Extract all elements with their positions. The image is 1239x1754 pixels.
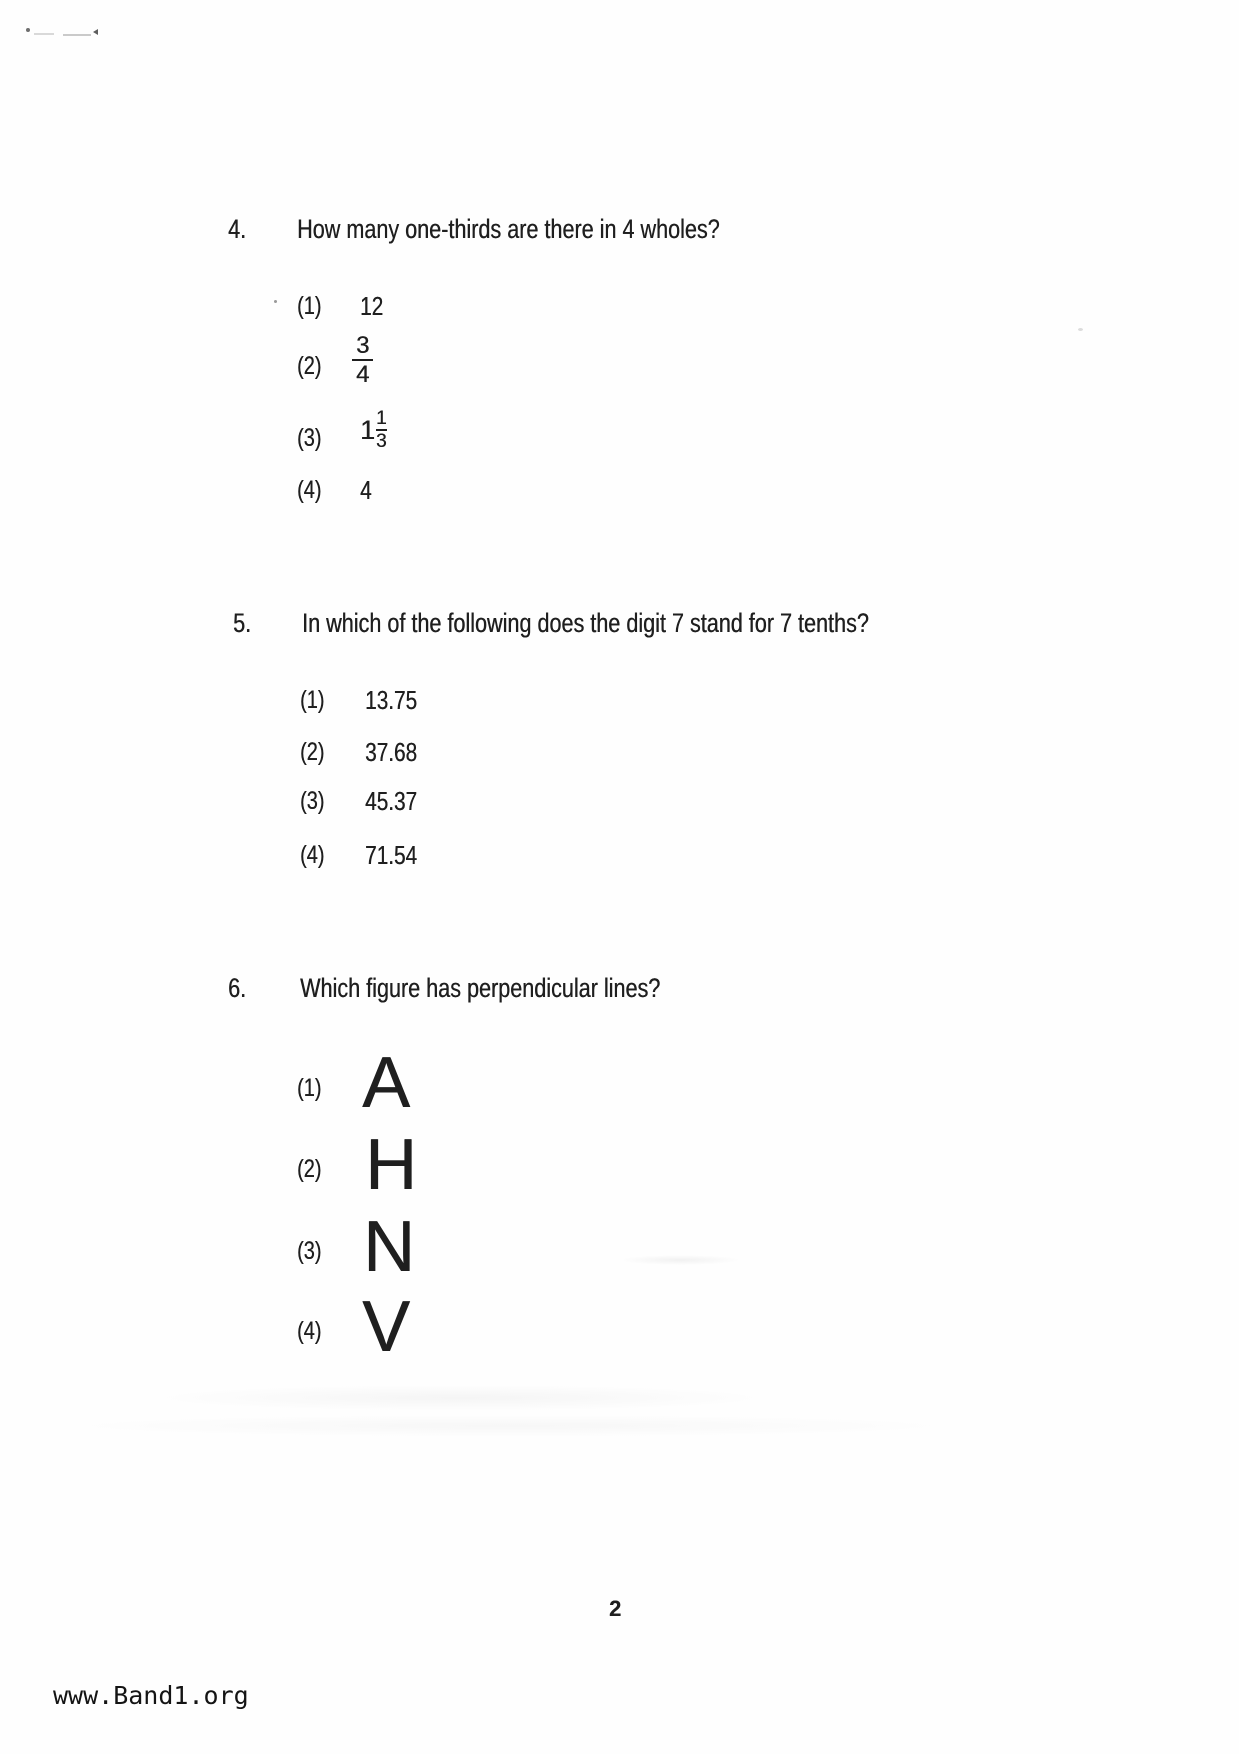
- fraction-denominator: 4: [356, 361, 370, 388]
- q6-option-4-label: (4): [297, 1317, 322, 1345]
- mixed-whole: 1: [360, 414, 376, 445]
- q5-option-2-value: 37.68: [365, 737, 418, 767]
- scan-artifact: [60, 1415, 960, 1437]
- question-6-text: Which figure has perpendicular lines?: [300, 973, 661, 1003]
- scan-artifact: [274, 300, 277, 303]
- q5-option-3-label: (3): [300, 787, 325, 815]
- scan-artifact: [150, 1385, 770, 1411]
- q4-option-3-label: (3): [297, 424, 322, 452]
- q6-option-4-figure-letter: V: [362, 1287, 411, 1367]
- q5-option-1-value: 13.75: [365, 685, 418, 715]
- q6-option-2-label: (2): [297, 1155, 322, 1183]
- q4-option-2-fraction: [352, 333, 373, 387]
- scan-artifact: [620, 1255, 740, 1265]
- q4-option-2-label: (2): [297, 352, 322, 380]
- q5-option-4-value: 71.54: [365, 840, 418, 870]
- q6-option-2-figure-letter: H: [365, 1125, 417, 1205]
- mixed-fraction: [376, 409, 387, 451]
- q4-option-4-label: (4): [297, 476, 322, 504]
- scan-artifact: [1078, 328, 1083, 331]
- q6-option-1-figure-letter: A: [362, 1043, 411, 1123]
- question-4-number-text: 4.: [228, 214, 247, 244]
- question-5-text: In which of the following does the digit 7 stand for 7 tenths?: [302, 608, 869, 638]
- q4-option-4-value: 4: [360, 475, 372, 505]
- q6-option-1-label: (1): [297, 1074, 322, 1102]
- scan-artifact: [26, 28, 30, 32]
- q4-option-1-value: 12: [360, 291, 384, 321]
- q6-option-3-figure-letter: N: [363, 1207, 415, 1287]
- q6-option-3-label: (3): [297, 1237, 322, 1265]
- footer-site-url: www.Band1.org: [53, 1681, 249, 1710]
- q5-option-3-value: 45.37: [365, 786, 418, 816]
- question-4-text: How many one-thirds are there in 4 wholes?: [297, 214, 720, 244]
- fraction-numerator: 1: [376, 408, 387, 429]
- q5-option-4-label: (4): [300, 841, 325, 869]
- scan-artifact: [34, 33, 54, 35]
- fraction-numerator: 3: [356, 332, 370, 359]
- question-4-number: [228, 214, 251, 245]
- q4-option-1-label: (1): [297, 292, 322, 320]
- q5-option-2-label: (2): [300, 738, 325, 766]
- scan-artifact: [63, 34, 91, 36]
- q4-option-3-mixed-number: [360, 409, 387, 451]
- scan-artifact: [93, 29, 98, 35]
- question-6-number: 6.: [228, 973, 247, 1003]
- question-5-number: 5.: [233, 608, 252, 638]
- q5-option-1-label: (1): [300, 686, 325, 714]
- page-number: 2: [609, 1596, 622, 1621]
- fraction-denominator: 3: [376, 431, 387, 452]
